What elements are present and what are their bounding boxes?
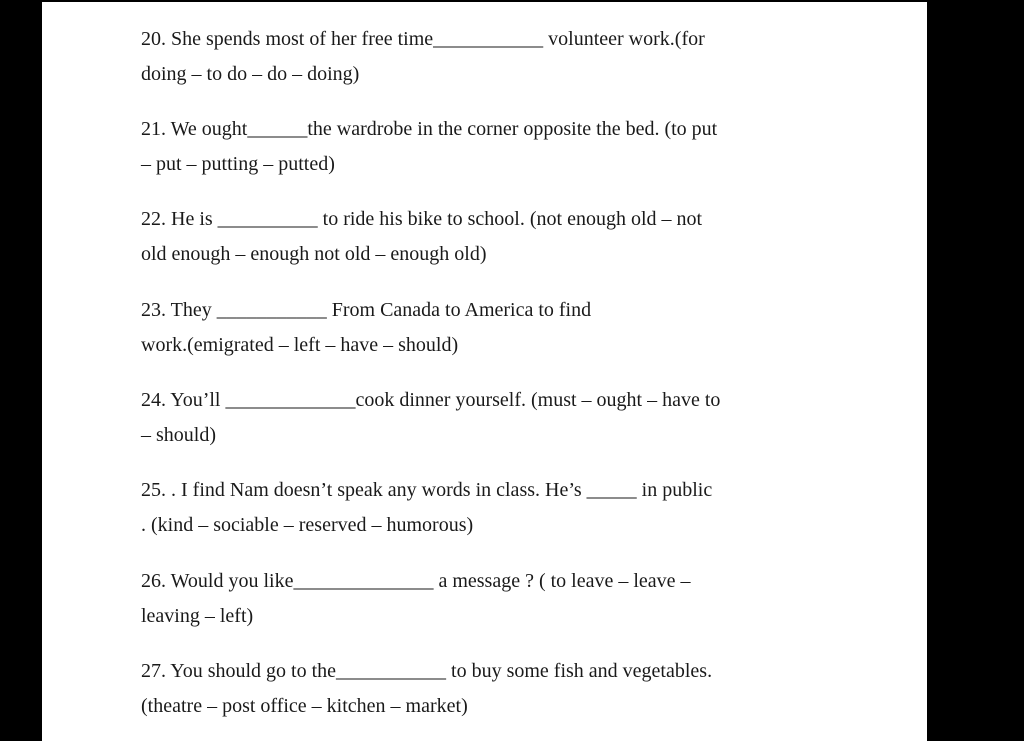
question-26-line-2: leaving – left): [141, 605, 254, 627]
question-26: [141, 564, 841, 634]
question-27-line-2: (theatre – post office – kitchen – market): [141, 695, 468, 717]
question-27-line-1: 27. You should go to the___________ to buy some fish and vegetables.: [141, 660, 713, 682]
question-23-line-2: work.(emigrated – left – have – should): [141, 334, 459, 356]
question-24: [141, 383, 841, 453]
question-20-line-2: doing – to do – do – doing): [141, 63, 360, 85]
question-20-line-1: 20. She spends most of her free time___________ volunteer work.(for: [141, 28, 705, 50]
question-21-line-1: 21. We ought______the wardrobe in the corner opposite the bed. (to put: [141, 118, 718, 140]
question-20: [141, 22, 841, 92]
question-22-line-1: 22. He is __________ to ride his bike to school. (not enough old – not: [141, 208, 703, 230]
question-23-line-1: 23. They ___________ From Canada to America to find: [141, 299, 592, 321]
question-22: [141, 202, 841, 272]
question-27: [141, 654, 841, 724]
question-25-line-2: . (kind – sociable – reserved – humorous): [141, 514, 474, 536]
question-21-line-2: – put – putting – putted): [141, 153, 335, 175]
question-21: [141, 112, 841, 182]
question-23: [141, 293, 841, 363]
question-24-line-2: – should): [141, 424, 216, 446]
document-page: [42, 2, 927, 741]
question-25-line-1: 25. . I find Nam doesn’t speak any words in class. He’s _____ in public: [141, 479, 713, 501]
question-24-line-1: 24. You’ll _____________cook dinner yourself. (must – ought – have to: [141, 389, 721, 411]
question-22-line-2: old enough – enough not old – enough old): [141, 243, 487, 265]
question-26-line-1: 26. Would you like______________ a message ? ( to leave – leave –: [141, 570, 691, 592]
question-25: [141, 473, 841, 543]
